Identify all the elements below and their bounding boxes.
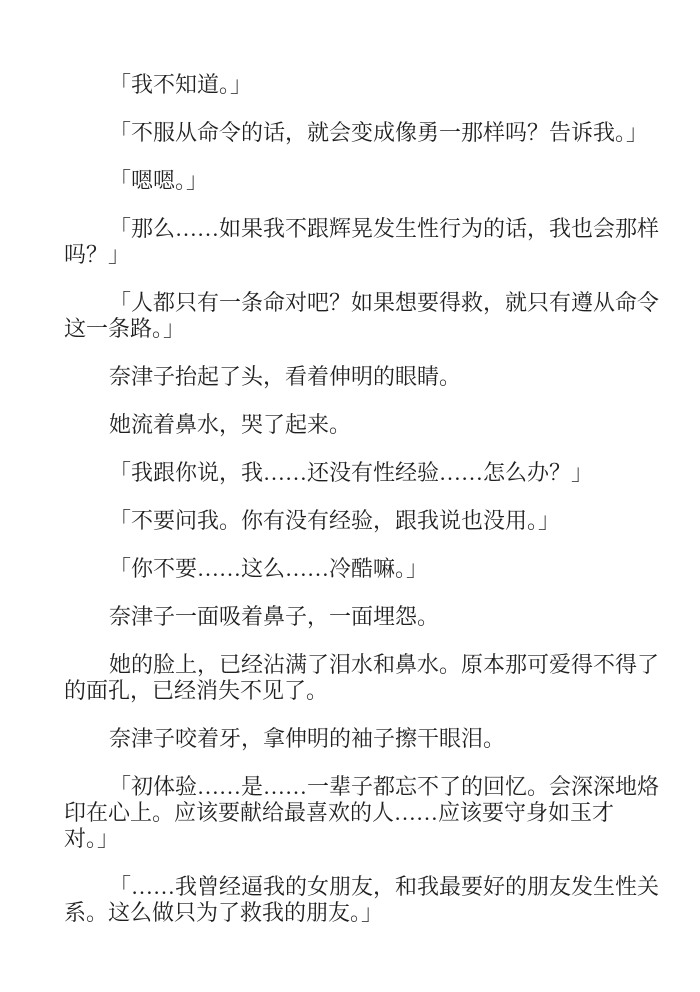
paragraph — [64, 508, 664, 534]
text-line: 奈津子一面吸着鼻子，一面埋怨。 — [109, 604, 440, 629]
text-line: 「我跟你说，我……还没有性经验……怎么办？」 — [109, 460, 594, 485]
text-line: 「人都只有一条命对吧？如果想要得救，就只有遵从命令 — [109, 290, 660, 315]
paragraph — [64, 412, 664, 438]
text-line: 吗？」 — [64, 242, 131, 267]
text-line: 「你不要……这么……冷酷嘛。」 — [109, 556, 429, 581]
paragraph — [64, 874, 664, 926]
text-line: 「初体验……是……一辈子都忘不了的回忆。会深深地烙 — [109, 774, 660, 799]
text-line: 奈津子抬起了头，看着伸明的眼睛。 — [109, 364, 462, 389]
paragraph — [64, 364, 664, 390]
page-text — [64, 72, 664, 948]
paragraph — [64, 168, 664, 194]
text-line: 对。」 — [64, 826, 120, 851]
paragraph — [64, 72, 664, 98]
text-line: 奈津子咬着牙，拿伸明的袖子擦干眼泪。 — [109, 726, 506, 751]
paragraph — [64, 556, 664, 582]
text-line: 「不服从命令的话，就会变成像勇一那样吗？告诉我。」 — [109, 120, 649, 145]
text-line: 这一条路。」 — [64, 316, 186, 341]
paragraph — [64, 460, 664, 486]
text-line: 她流着鼻水，哭了起来。 — [109, 412, 352, 437]
paragraph — [64, 652, 664, 704]
text-line: 系。这么做只为了救我的朋友。」 — [64, 900, 384, 925]
text-line: 的面孔，已经消失不见了。 — [64, 678, 329, 703]
paragraph — [64, 120, 664, 146]
text-line: 「我不知道。」 — [109, 72, 253, 97]
text-line: 「……我曾经逼我的女朋友，和我最要好的朋友发生性关 — [109, 874, 660, 899]
text-line: 「那么……如果我不跟辉晃发生性行为的话，我也会那样 — [109, 216, 660, 241]
paragraph — [64, 726, 664, 752]
paragraph — [64, 604, 664, 630]
paragraph — [64, 216, 664, 268]
text-line: 印在心上。应该要献给最喜欢的人……应该要守身如玉才 — [64, 800, 615, 825]
text-line: 「嗯嗯。」 — [109, 168, 209, 193]
paragraph — [64, 290, 664, 342]
text-line: 她的脸上，已经沾满了泪水和鼻水。原本那可爱得不得了 — [109, 652, 660, 677]
paragraph — [64, 774, 664, 852]
text-line: 「不要问我。你有没有经验，跟我说也没用。」 — [109, 508, 561, 533]
